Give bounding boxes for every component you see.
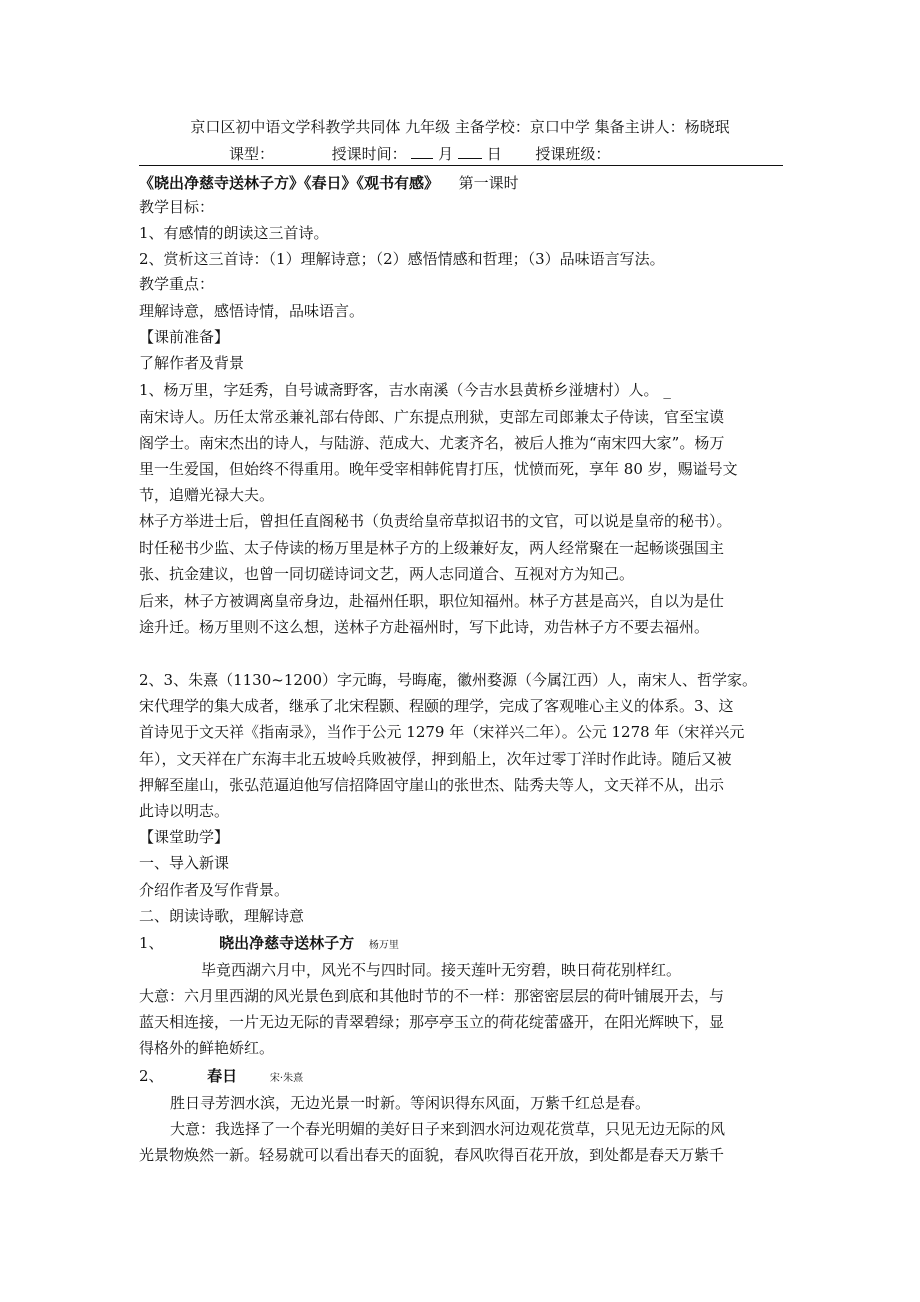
- yang-bio-line: 里一生爱国，但始终不得重用。晚年受宰相韩侂胄打压，忧愤而死，享年 80 岁，赐谥号文: [139, 460, 738, 478]
- lin-bio-line: 途升迁。杨万里则不这么想，送林子方赴福州时，写下此诗，劝告林子方不要去福州。: [139, 618, 710, 636]
- key-points-heading: 教学重点：: [139, 275, 215, 293]
- poem1-title: 晓出净慈寺送林子方: [219, 934, 355, 952]
- poem2-meaning-line: 光景物焕然一新。轻易就可以看出春天的面貌，春风吹得百花开放，到处都是春天万紫千: [139, 1146, 725, 1164]
- zhu-bio-line: 2、3、朱熹（1130~1200）字元晦，号晦庵，徽州婺源（今属江西）人，南宋人、哲学家。: [139, 671, 758, 689]
- lesson-title: [139, 173, 789, 193]
- zhu-bio-line: 押解至崖山，张弘范逼迫他写信招降固守崖山的张世杰、陆秀夫等人，文天祥不从，出示: [139, 776, 725, 794]
- poem1-meaning-line: 蓝天相连接，一片无边无际的青翠碧绿；那亭亭玉立的荷花绽蕾盛开，在阳光辉映下，显: [139, 1013, 725, 1031]
- zhu-bio-line: 年），文天祥在广东海丰北五坡岭兵败被俘，押到船上，次年过零丁洋时作此诗。随后又被: [139, 750, 732, 768]
- lin-bio-line: 林子方举进士后，曾担任直阁秘书（负责给皇帝草拟诏书的文官，可以说是皇帝的秘书）。: [139, 512, 732, 530]
- prep-heading: 【课前准备】: [139, 328, 230, 346]
- header-meta-line: [229, 143, 789, 164]
- step-one: 一、导入新课: [139, 854, 230, 872]
- zhu-bio-line: 宋代理学的集大成者，继承了北宋程颢、程颐的理学，完成了客观唯心主义的体系。3、这: [139, 697, 734, 715]
- goals-heading: 教学目标：: [139, 198, 215, 216]
- step-one-text: 介绍作者及写作背景。: [139, 881, 290, 899]
- poem2-number: 2、: [139, 1067, 164, 1085]
- poem1-meaning-line: 得格外的鲜艳娇红。: [139, 1039, 275, 1057]
- step-two: 二、朗读诗歌，理解诗意: [139, 907, 305, 925]
- prep-subheading: 了解作者及背景: [139, 354, 245, 372]
- header-line: 京口区初中语文学科教学共同体 九年级 主备学校：京口中学 集备主讲人：杨晓珉: [190, 118, 730, 136]
- lesson-number: 第一课时: [458, 174, 519, 192]
- poem1-number: 1、: [139, 934, 164, 952]
- goal-item: 2、赏析这三首诗：（1）理解诗意；（2）感悟情感和哲理；（3）品味语言写法。: [139, 250, 665, 268]
- poem-titles: 《晓出净慈寺送林子方》《春日》《观书有感》: [139, 174, 440, 192]
- class-label: 授课班级：: [535, 145, 611, 163]
- poem2-heading: [139, 1066, 789, 1089]
- key-points-text: 理解诗意，感悟诗情，品味语言。: [139, 302, 365, 320]
- day-blank: [458, 143, 482, 159]
- header-divider: [139, 165, 783, 166]
- time-label: 授课时间：: [331, 145, 407, 163]
- yang-bio-line: 1、杨万里，字廷秀，自号诚斋野客，吉水南溪（今吉水县黄桥乡湴塘村）人。 _: [139, 381, 671, 399]
- month-label: 月: [438, 145, 454, 163]
- lin-bio-line: 后来，林子方被调离皇帝身边，赴福州任职，职位知福州。林子方甚是高兴，自以为是仕: [139, 592, 725, 610]
- zhu-bio-line: 首诗见于文天祥《指南录》，当作于公元 1279 年（宋祥兴二年）。公元 1278 年（宋祥兴元: [139, 723, 745, 741]
- goal-item: 1、有感情的朗读这三首诗。: [139, 224, 329, 242]
- poem2-title: 春日: [207, 1067, 238, 1085]
- poem1-text: 毕竟西湖六月中，风光不与四时同。接天莲叶无穷碧，映日荷花别样红。: [201, 961, 682, 979]
- lin-bio-line: 时任秘书少监、太子侍读的杨万里是林子方的上级兼好友，两人经常聚在一起畅谈强国主: [139, 539, 725, 557]
- poem2-author: 宋·朱熹: [269, 1073, 304, 1084]
- zhu-bio-line: 此诗以明志。: [139, 802, 230, 820]
- poem1-author: 杨万里: [368, 940, 399, 951]
- poem2-text: 胜日寻芳泗水滨，无边光景一时新。等闲识得东风面，万紫千红总是春。: [170, 1094, 651, 1112]
- poem1-meaning-line: 大意：六月里西湖的风光景色到底和其他时节的不一样：那密密层层的荷叶铺展开去，与: [139, 987, 725, 1005]
- classroom-heading: 【课堂助学】: [139, 828, 230, 846]
- month-blank: [411, 143, 433, 159]
- poem1-heading: [139, 933, 789, 956]
- yang-bio-line: 南宋诗人。历任太常丞兼礼部右侍郎、广东提点刑狱，吏部左司郎兼太子侍读，官至宝谟: [139, 408, 725, 426]
- yang-bio-line: 阁学士。南宋杰出的诗人，与陆游、范成大、尤袤齐名，被后人推为“南宋四大家”。杨万: [139, 434, 725, 452]
- yang-bio-line: 节，追赠光禄大夫。: [139, 486, 275, 504]
- day-label: 日: [486, 145, 502, 163]
- poem2-meaning-line: 大意：我选择了一个春光明媚的美好日子来到泗水河边观花赏草，只见无边无际的风: [170, 1120, 726, 1138]
- course-type-label: 课型：: [229, 145, 275, 163]
- lin-bio-line: 张、抗金建议，也曾一同切磋诗词文艺，两人志同道合、互视对方为知己。: [139, 565, 635, 583]
